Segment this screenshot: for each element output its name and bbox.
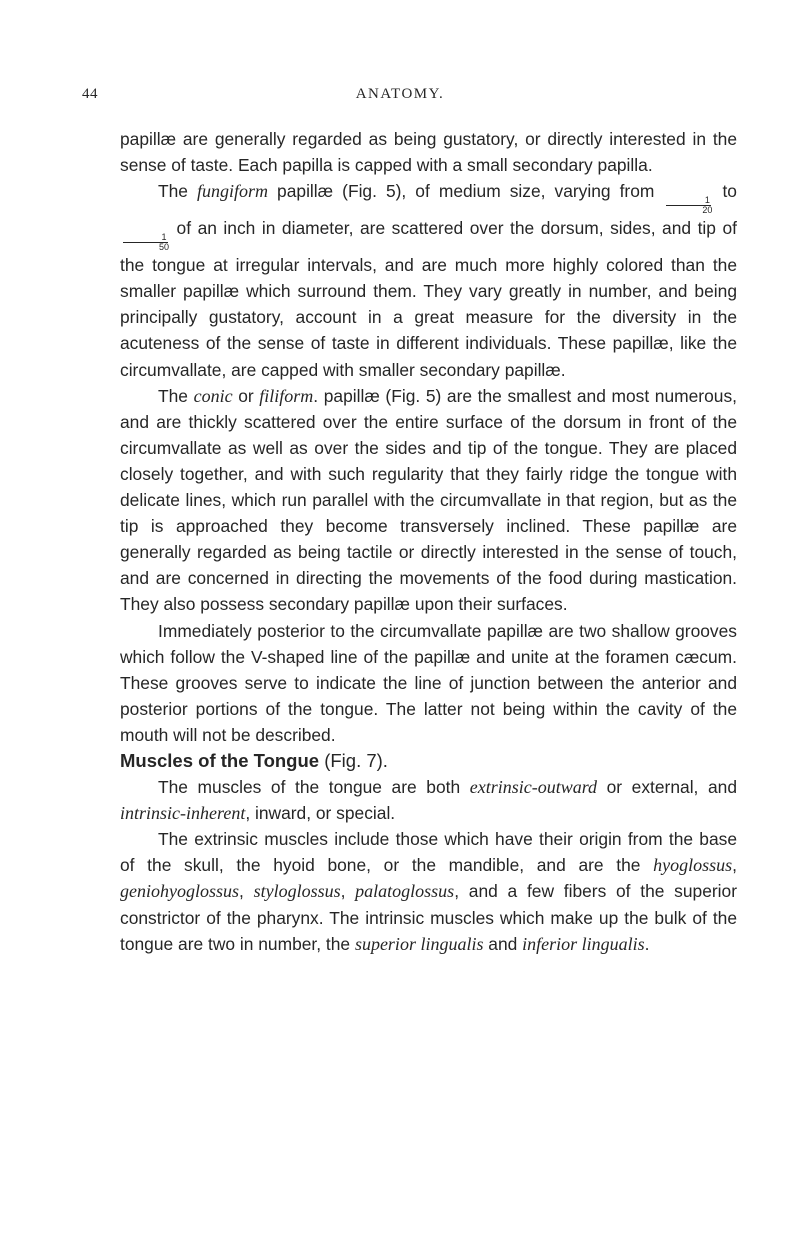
paragraph-gustatory-continuation: papillæ are generally regarded as being gustatory, or directly interested in the sense of taste. Each papilla is capped with a small secondary papilla. [120, 129, 737, 176]
term-superior-lingualis: superior lingualis [354, 933, 484, 954]
term-intrinsic: intrinsic-inherent [120, 803, 246, 824]
running-head [0, 86, 800, 110]
term-hyoglossus: hyoglossus [653, 855, 733, 876]
body-text [120, 126, 737, 957]
paragraph-fungiform: The fungiform papillæ (Fig. 5), of medium size, varying from $\frac{1}{20}$ to $\frac{1}{50}$ of an inch in diameter, are scattered over the dorsum, sides, and tip of the tongue at irregular intervals, and are much more highly colored than the smaller papillæ which surround them. They vary greatly in number, and being principally gustatory, account in a great measure for the diversity in the acuteness of the sense of taste in different individuals. These papillæ, like the circumvallate, are capped with smaller secondary papillæ. [120, 181, 737, 380]
term-extrinsic: extrinsic-outward [469, 777, 598, 798]
section-heading: Muscles of the Tongue (Fig. 7). [120, 749, 388, 771]
term-conic: conic [193, 385, 233, 406]
fraction-one-fiftieth: $\frac{1}{50}$ [121, 233, 169, 252]
term-fungiform: fungiform [197, 181, 269, 202]
page-number: 44 [82, 86, 98, 102]
paragraph-muscles-intro: The muscles of the tongue are both extrinsic-outward or external, and intrinsic-inherent, inward, or special. [120, 777, 737, 824]
term-inferior-lingualis: inferior lingualis [522, 933, 645, 954]
term-geniohyoglossus: geniohyoglossus [120, 881, 239, 902]
term-palatoglossus: palatoglossus [355, 881, 455, 902]
term-styloglossus: styloglossus [253, 881, 341, 902]
term-filiform: filiform [259, 385, 314, 406]
paragraph-grooves: Immediately posterior to the circumvallate papillæ are two shallow grooves which follow the V-shaped line of the papillæ and unite at the foramen cæcum. These grooves serve to indicate the line of junction between the anterior and posterior portions of the tongue. The latter not being within the cavity of the mouth will not be described. [120, 620, 737, 745]
paragraph-filiform: The conic or filiform. papillæ (Fig. 5) are the smallest and most numerous, and are thickly scattered over the entire surface of the dorsum in front of the circumvallate as well as over the sides and tip of the tongue. They are placed closely together, and with such regularity that they fairly ridge the tongue with delicate lines, which run parallel with the circumvallate in that region, but as the tip is approached they become transversely inclined. These papillæ are generally regarded as being tactile or directly interested in the sense of touch, and are concerned in directing the movements of the food during mastication. They also possess secondary papillæ upon their surfaces. [120, 385, 737, 615]
running-title: ANATOMY. [355, 86, 445, 102]
paragraph-muscles-list: The extrinsic muscles include those which have their origin from the base of the skull, the hyoid bone, or the mandible, and are the hyoglossus, geniohyoglossus, styloglossus, palatoglossus, and a few fibers of the superior constrictor of the pharynx. The intrinsic muscles which make up the bulk of the tongue are two in number, the superior lingualis and inferior lingualis. [120, 829, 737, 954]
fraction-one-twentieth: $\frac{1}{20}$ [664, 196, 712, 215]
